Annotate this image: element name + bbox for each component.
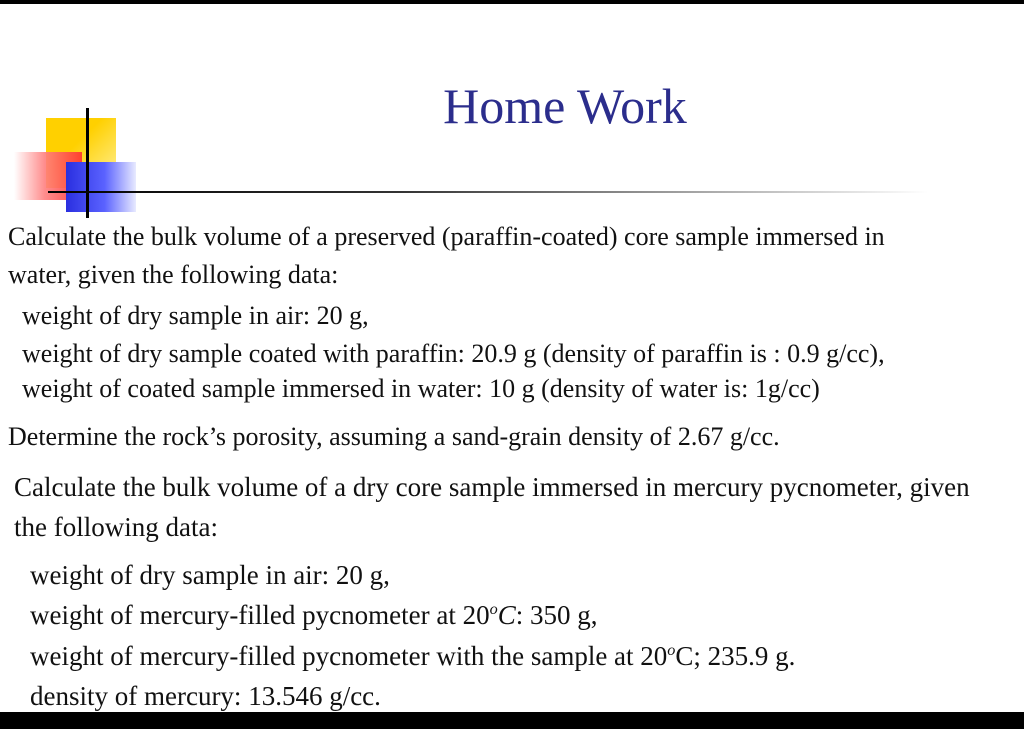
problem2-data3-value: C; 235.9 g. xyxy=(675,641,796,671)
degree-symbol: o xyxy=(489,600,498,618)
slide-title: Home Work xyxy=(443,78,687,134)
problem1-data-immersed-weight: weight of coated sample immersed in water: 10 g (density of water is: 1g/cc) xyxy=(22,374,820,403)
problem1-intro xyxy=(8,218,885,294)
problem2-intro-line1: Calculate the bulk volume of a dry core sample immersed in mercury pycnometer, given xyxy=(14,472,970,502)
problem1-data-coated-weight: weight of dry sample coated with paraffin: 20.9 g (density of paraffin is : 0.9 g/cc), xyxy=(22,339,885,368)
problem2-data2-text: weight of mercury-filled pycnometer at 20 xyxy=(30,600,490,630)
degree-symbol: o xyxy=(667,641,676,659)
problem2-intro xyxy=(14,467,970,547)
problem1-intro-line2: water, given the following data: xyxy=(8,260,339,289)
problem2-data2-value: : 350 g, xyxy=(515,600,598,630)
problem2-intro-line2: the following data: xyxy=(14,512,218,542)
slide xyxy=(0,4,1024,712)
problem1-determine: Determine the rock’s porosity, assuming a sand-grain density of 2.67 g/cc. xyxy=(8,422,780,451)
logo-vertical-line xyxy=(86,108,89,218)
problem1-intro-line1: Calculate the bulk volume of a preserved (paraffin-coated) core sample immersed in xyxy=(8,222,885,251)
problem2-data3-text: weight of mercury-filled pycnometer with the sample at 20 xyxy=(30,641,668,671)
problem1-data-dry-weight: weight of dry sample in air: 20 g, xyxy=(22,301,369,330)
problem2-data-mercury-density: density of mercury: 13.546 g/cc. xyxy=(30,681,381,711)
logo-blue-square xyxy=(66,162,136,212)
problem2-data-pycnometer-weight xyxy=(30,600,597,631)
problem2-data-pycnometer-with-sample xyxy=(30,641,795,672)
problem2-data-dry-weight: weight of dry sample in air: 20 g, xyxy=(30,560,390,590)
title-underline xyxy=(48,191,928,193)
celsius-unit: C xyxy=(497,600,516,630)
